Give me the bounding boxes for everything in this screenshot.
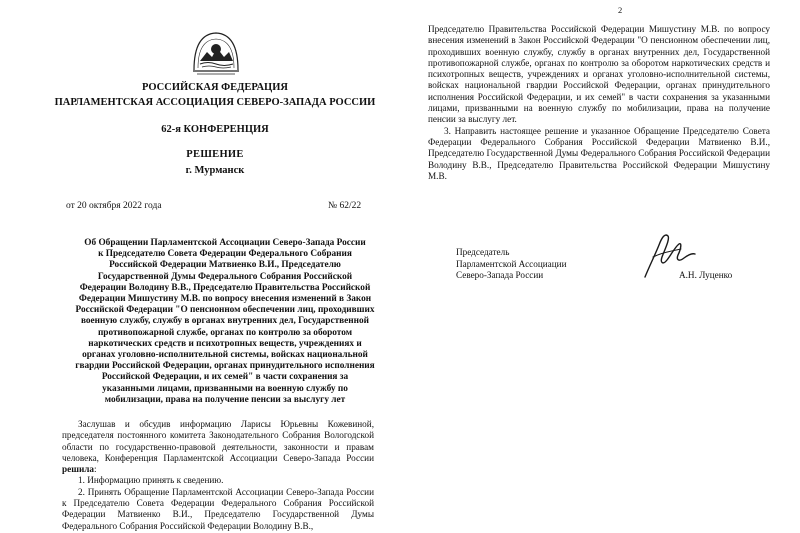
signatory-title [456,247,626,282]
subject-line: Федерации Мишустину М.В. по вопросу внесения изменений в Закон [78,294,372,305]
item-2-continued: Председателю Правительства Российской Федерации Мишустину М.В. по вопросу внесения изменений в Закон Российской Федерации "О пенсионном обеспечении лиц, проходивших военную службу, службу в органах внутренних дел, Государственной противопожарной службе, органах по контролю за оборотом наркотических средств и психотропных веществ, учреждениях и органах уголовно-исполнительной системы, войсках национальной гвардии Российской Федерации, органах принудительного исполнения Российской Федерации, и их семей" в части сохранения за указанными лицами, призванными на военную службу по мобилизации, права на получение пенсии за выслугу лет. [428,24,770,125]
signatory-name: А.Н. Луценко [679,270,733,280]
subject-line: гвардии Российской Федерации, органах принудительного исполнения [75,361,375,372]
subject-line: указанными лицами, призванными на военную службу по [102,383,348,394]
page-number: 2 [618,5,623,15]
intro-decided: решила [62,464,94,475]
signatory-title-line: Председатель [456,247,510,257]
item-3: 3. Направить настоящее решение и указанное Обращение Председателю Совета Федерации Федерального Собрания Российской Федерации Матвиенко В.И., Председателю Государственной Думы Федерального Собрания Российской Федерации Володину В.В., Председателю Правительства Российской Федерации Мишустину М.В. [428,125,770,181]
item-1: 1. Информацию принять к сведению. [78,475,224,486]
decision-date: от 20 октября 2022 года [66,201,162,211]
subject-line: Государственной Думы Федерального Собрания Российской [97,271,353,282]
header-country: РОССИЙСКАЯ ФЕДЕРАЦИЯ [142,82,288,93]
subject-line: Об Обращении Парламентской Ассоциации Северо-Запада России [84,238,366,248]
signatory-title-line: Северо-Запада России [456,270,544,280]
header-association: ПАРЛАМЕНТСКАЯ АССОЦИАЦИЯ СЕВЕРО-ЗАПАДА РОССИИ [54,97,376,108]
decision-title: РЕШЕНИЕ [186,149,244,160]
intro-paragraph [62,419,374,475]
subject-line: Российской Федерации "О пенсионном обеспечении лиц, проходивших [75,305,375,316]
item-2-start: 2. Принять Обращение Парламентской Ассоциации Северо-Запада России к Председателю Совета Федерации Федерального Собрания Российской Федерации Матвиенко В.И., Председателю Государственной Думы Федерального Собрания Российской Федерации Володину В.В., [62,486,374,531]
subject-line: Российской Федерации, и их семей" в части сохранения за [101,372,349,383]
intro-text: Заслушав и обсудив информацию Ларисы Юрьевны Кожевиной, председателя постоянного комитета Законодательного Собрания Вологодской области по государственно-правовой деятельности, законности и правам человека, Конференция Парламентской Ассоциации Северо-Запада России [62,419,374,463]
subject-line: противопожарной службе, органах по контролю за оборотом [97,327,353,338]
decision-body-continued [428,24,770,182]
subject-line: к Председателю Совета Федерации Федерального Собрания [98,249,352,260]
subject-line: органах уголовно-исполнительной системы, войсках национальной [82,350,368,361]
page-2 [400,0,800,533]
conference-title: 62-я КОНФЕРЕНЦИЯ [161,124,269,135]
city-label: г. Мурманск [185,165,245,176]
association-emblem-icon [188,30,244,76]
decision-number: № 62/22 [328,201,362,211]
decision-subject [60,238,390,406]
intro-colon: : [94,464,97,475]
decision-body [62,419,374,532]
subject-line: Федерации Володину В.В., Председателю Правительства Российской [79,282,371,293]
subject-line: наркотических средств и психотропных веществ, учреждениях и [88,338,362,349]
subject-line: Российской Федерации Матвиенко В.И., Председателю [109,260,341,271]
signatory-title-line: Парламентской Ассоциации [456,258,567,269]
subject-line: военную службу, службу в органах внутренних дел, Государственной [80,316,370,327]
subject-line: мобилизации, права на получение пенсии за выслугу лет [104,394,346,405]
